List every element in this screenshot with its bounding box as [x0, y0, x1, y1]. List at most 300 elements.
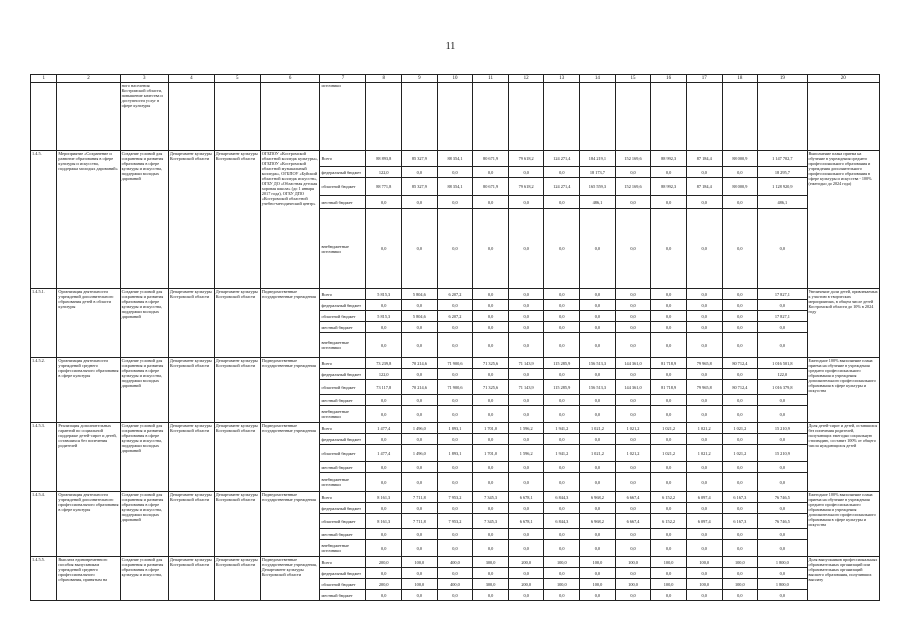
funding-source: внебюджетные источники: [320, 473, 366, 492]
amount-cell: 0,0: [580, 473, 616, 492]
amount-cell: 100,0: [402, 557, 438, 568]
amount-cell: 144 361,0: [615, 358, 651, 369]
amount-cell: 7 953,2: [437, 492, 473, 503]
amount-cell: 0,0: [402, 209, 438, 289]
amount-cell: 6 678,1: [508, 492, 544, 503]
coordinator: Департамент культуры Костромской области: [214, 557, 260, 601]
amount-cell: 6 152,2: [651, 492, 687, 503]
amount-cell: 18 295,7: [758, 167, 807, 178]
amount-cell: 200,0: [366, 557, 402, 568]
amount-cell: 6 667,4: [615, 492, 651, 503]
amount-cell: 0,0: [402, 300, 438, 311]
amount-cell: 0,0: [686, 322, 722, 333]
funding-source: Всего: [320, 557, 366, 568]
amount-cell: 0,0: [651, 369, 687, 380]
state-customer: Департамент культуры Костромской области: [168, 289, 214, 358]
amount-cell: 0,0: [366, 540, 402, 557]
amount-cell: 0,0: [473, 406, 509, 423]
amount-cell: 152 169,6: [615, 178, 651, 196]
amount-cell: 100,0: [686, 557, 722, 568]
funding-source: федеральный бюджет: [320, 503, 366, 514]
amount-cell: 0,0: [580, 369, 616, 380]
table-row: [31, 423, 880, 434]
amount-cell: 0,0: [437, 167, 473, 178]
amount-cell: 6 844,3: [544, 514, 580, 529]
amount-cell: 0,0: [366, 333, 402, 358]
amount-cell: 6 097,4: [686, 514, 722, 529]
amount-cell: 0,0: [651, 540, 687, 557]
amount-cell: 0,0: [580, 395, 616, 406]
measure-name: Выплата единовременного пособия выпускникам учреждений среднего профессионального образования, принятым на: [57, 557, 120, 601]
measure-goal: Создание условий для сохранения и развития образования в сфере культуры и искусства, поддержки молодых дарований: [120, 492, 168, 557]
amount-cell: 0,0: [402, 473, 438, 492]
amount-cell: 0,0: [437, 406, 473, 423]
amount-cell: 0,0: [473, 311, 509, 322]
column-number: 16: [651, 75, 687, 83]
coordinator: Департамент культуры Костромской области: [214, 423, 260, 492]
amount-cell: 0,0: [758, 395, 807, 406]
amount-cell: 1 021,2: [686, 423, 722, 434]
expected-result: Ежегодное 100% выполнение плана приема на обучение в учреждения среднего профессионального образования и учреждения дополнительного профессионального образования в сфере культуры и искусства: [807, 358, 879, 423]
funding-source: федеральный бюджет: [320, 568, 366, 579]
amount-cell: 76 746,5: [758, 492, 807, 503]
amount-cell: 200,0: [366, 579, 402, 590]
expected-result: Увеличение доли детей, привлекаемых к участию в творческих мероприятиях, в общем числе детей Костромской области до 10% в 2024 году: [807, 289, 879, 358]
amount-cell: 0,0: [366, 473, 402, 492]
amount-cell: 0,0: [544, 568, 580, 579]
row-code: 1.4.5.5.: [31, 557, 57, 601]
amount-cell: 80 712,4: [722, 358, 758, 369]
amount-cell: 0,0: [758, 462, 807, 473]
amount-cell: 71 325,6: [473, 358, 509, 369]
amount-cell: 184 219,1: [580, 151, 616, 167]
amount-cell: 1 477,4: [366, 445, 402, 462]
amount-cell: 0,0: [580, 406, 616, 423]
amount-cell: 0,0: [473, 434, 509, 445]
amount-cell: 0,0: [402, 434, 438, 445]
funding-source: областной бюджет: [320, 380, 366, 395]
amount-cell: 1 893,1: [437, 423, 473, 434]
amount-cell: 0,0: [437, 503, 473, 514]
amount-cell: 0,0: [722, 406, 758, 423]
amount-cell: 1 596,2: [508, 423, 544, 434]
amount-cell: 15 210,9: [758, 445, 807, 462]
empty-cell: [402, 83, 438, 151]
amount-cell: 0,0: [508, 473, 544, 492]
amount-cell: 0,0: [437, 473, 473, 492]
row-code: 1.4.5.: [31, 151, 57, 289]
amount-cell: 0,0: [544, 540, 580, 557]
amount-cell: 1 701,0: [473, 423, 509, 434]
funding-source: федеральный бюджет: [320, 300, 366, 311]
amount-cell: 0,0: [366, 406, 402, 423]
amount-cell: 0,0: [651, 395, 687, 406]
amount-cell: 71 143,9: [508, 358, 544, 369]
coordinator: Департамент культуры Костромской области: [214, 289, 260, 358]
amount-cell: 0,0: [366, 568, 402, 579]
amount-cell: 0,0: [615, 540, 651, 557]
amount-cell: 1 016 379,8: [758, 380, 807, 395]
amount-cell: 0,0: [508, 395, 544, 406]
amount-cell: 152 169,6: [615, 151, 651, 167]
funding-source: местный бюджет: [320, 395, 366, 406]
amount-cell: 0,0: [544, 196, 580, 209]
amount-cell: 0,0: [437, 209, 473, 289]
amount-cell: 0,0: [473, 395, 509, 406]
amount-cell: 7 711,8: [402, 492, 438, 503]
funding-source: внебюджетные источники: [320, 333, 366, 358]
amount-cell: 0,0: [615, 333, 651, 358]
amount-cell: 0,0: [580, 289, 616, 300]
executor: Подведомственные государственные учреждения, Департамент культуры Костромской области: [260, 557, 320, 601]
amount-cell: 0,0: [651, 434, 687, 445]
empty-cell: [615, 83, 651, 151]
coordinator: Департамент культуры Костромской области: [214, 151, 260, 289]
amount-cell: 0,0: [722, 473, 758, 492]
amount-cell: 7 345,3: [473, 492, 509, 503]
column-number: 14: [580, 75, 616, 83]
column-number: 8: [366, 75, 402, 83]
empty-cell: [57, 83, 120, 151]
amount-cell: 0,0: [651, 462, 687, 473]
column-number: 12: [508, 75, 544, 83]
amount-cell: 6 678,1: [508, 514, 544, 529]
amount-cell: 100,0: [544, 579, 580, 590]
amount-cell: 1 021,2: [722, 445, 758, 462]
executor: Подведомственные государственные учреждения: [260, 423, 320, 492]
amount-cell: 0,0: [437, 434, 473, 445]
amount-cell: 0,0: [544, 462, 580, 473]
amount-cell: 0,0: [722, 590, 758, 601]
amount-cell: 0,0: [473, 540, 509, 557]
amount-cell: 0,0: [437, 196, 473, 209]
amount-cell: 0,0: [686, 568, 722, 579]
funding-source: местный бюджет: [320, 529, 366, 540]
executor: Подведомственные государственные учреждения: [260, 289, 320, 358]
amount-cell: 0,0: [615, 434, 651, 445]
amount-cell: 88 000,9: [722, 151, 758, 167]
amount-cell: 0,0: [544, 590, 580, 601]
funding-source: Всего: [320, 151, 366, 167]
amount-cell: 0,0: [473, 473, 509, 492]
funding-source: федеральный бюджет: [320, 369, 366, 380]
amount-cell: 73 117,8: [366, 380, 402, 395]
column-number: 10: [437, 75, 473, 83]
amount-cell: 0,0: [758, 322, 807, 333]
amount-cell: 1 021,2: [651, 423, 687, 434]
amount-cell: 0,0: [508, 322, 544, 333]
amount-cell: 0,0: [544, 311, 580, 322]
table-row: [31, 492, 880, 503]
amount-cell: 1 496,0: [402, 423, 438, 434]
amount-cell: 0,0: [508, 462, 544, 473]
amount-cell: 0,0: [544, 473, 580, 492]
amount-cell: 0,0: [580, 529, 616, 540]
amount-cell: 0,0: [473, 209, 509, 289]
amount-cell: 0,0: [473, 333, 509, 358]
amount-cell: 6 097,4: [686, 492, 722, 503]
empty-cell: [366, 83, 402, 151]
amount-cell: 0,0: [580, 568, 616, 579]
funding-source: внебюджетные источники: [320, 406, 366, 423]
amount-cell: 0,0: [686, 289, 722, 300]
empty-cell: [473, 83, 509, 151]
amount-cell: 0,0: [366, 462, 402, 473]
amount-cell: 0,0: [473, 369, 509, 380]
amount-cell: 0,0: [686, 473, 722, 492]
amount-cell: 0,0: [651, 568, 687, 579]
amount-cell: 0,0: [580, 434, 616, 445]
amount-cell: 0,0: [686, 529, 722, 540]
amount-cell: 0,0: [615, 462, 651, 473]
amount-cell: 0,0: [651, 322, 687, 333]
amount-cell: 0,0: [437, 568, 473, 579]
column-number: 3: [120, 75, 168, 83]
amount-cell: 124 271,4: [544, 151, 580, 167]
amount-cell: 0,0: [402, 540, 438, 557]
measure-goal: Создание условий для сохранения и развития образования в сфере культуры и искусства, поддержки молодых дарований: [120, 289, 168, 358]
amount-cell: 400,0: [437, 579, 473, 590]
amount-cell: 0,0: [437, 322, 473, 333]
amount-cell: 0,0: [722, 333, 758, 358]
expected-result: Ежегодное 100% выполнение плана приема на обучение в учреждения среднего профессионального образования и учреждения дополнительного профессионального образования в сфере культуры и искусства: [807, 492, 879, 557]
state-customer: Департамент культуры Костромской области: [168, 423, 214, 492]
column-number: 17: [686, 75, 722, 83]
amount-cell: 0,0: [686, 590, 722, 601]
amount-cell: 0,0: [473, 503, 509, 514]
amount-cell: 0,0: [473, 289, 509, 300]
amount-cell: 71 325,6: [473, 380, 509, 395]
amount-cell: 0,0: [758, 434, 807, 445]
amount-cell: 0,0: [366, 503, 402, 514]
amount-cell: 0,0: [651, 196, 687, 209]
amount-cell: 0,0: [473, 322, 509, 333]
amount-cell: 0,0: [722, 196, 758, 209]
amount-cell: 0,0: [508, 289, 544, 300]
amount-cell: 1 021,2: [722, 423, 758, 434]
amount-cell: 0,0: [758, 568, 807, 579]
amount-cell: 0,0: [366, 395, 402, 406]
amount-cell: 122,0: [366, 369, 402, 380]
amount-cell: 0,0: [544, 406, 580, 423]
amount-cell: 0,0: [758, 300, 807, 311]
amount-cell: 17 827,1: [758, 311, 807, 322]
amount-cell: 1 800,0: [758, 557, 807, 568]
amount-cell: 100,0: [651, 579, 687, 590]
amount-cell: 79 618,2: [508, 178, 544, 196]
column-number: 15: [615, 75, 651, 83]
amount-cell: 1 128 920,9: [758, 178, 807, 196]
measure-name: Организация деятельности учреждений дополнительного образования детей в области культуры: [57, 289, 120, 358]
funding-source: местный бюджет: [320, 462, 366, 473]
amount-cell: 0,0: [615, 529, 651, 540]
amount-cell: 0,0: [651, 406, 687, 423]
amount-cell: 0,0: [437, 369, 473, 380]
amount-cell: 0,0: [580, 540, 616, 557]
amount-cell: 0,0: [437, 333, 473, 358]
amount-cell: 0,0: [402, 333, 438, 358]
amount-cell: 0,0: [722, 395, 758, 406]
amount-cell: 0,0: [686, 406, 722, 423]
amount-cell: 0,0: [758, 473, 807, 492]
amount-cell: 0,0: [473, 568, 509, 579]
column-number: 6: [260, 75, 320, 83]
amount-cell: 0,0: [544, 322, 580, 333]
amount-cell: 1 021,2: [651, 445, 687, 462]
amount-cell: 0,0: [544, 503, 580, 514]
empty-cell: [544, 83, 580, 151]
table-body: [31, 75, 880, 601]
amount-cell: 0,0: [686, 333, 722, 358]
amount-cell: 0,0: [686, 540, 722, 557]
amount-cell: 0,0: [508, 568, 544, 579]
amount-cell: 486,1: [580, 196, 616, 209]
funding-source: областной бюджет: [320, 579, 366, 590]
amount-cell: 1 021,2: [686, 445, 722, 462]
funding-source: Всего: [320, 423, 366, 434]
amount-cell: 0,0: [402, 590, 438, 601]
amount-cell: 0,0: [580, 333, 616, 358]
measure-goal: Создание условий для сохранения и развития образования в сфере культуры и искусства, поддержки молодых дарований: [120, 151, 168, 289]
amount-cell: 0,0: [366, 322, 402, 333]
amount-cell: 0,0: [758, 333, 807, 358]
amount-cell: 5 815,3: [366, 289, 402, 300]
amount-cell: 79 965,8: [686, 380, 722, 395]
amount-cell: 18 173,7: [580, 167, 616, 178]
amount-cell: 88 354,1: [437, 178, 473, 196]
amount-cell: 80 671,9: [473, 178, 509, 196]
amount-cell: 0,0: [544, 300, 580, 311]
amount-cell: 0,0: [615, 196, 651, 209]
header-row: [31, 75, 880, 83]
amount-cell: 15 210,9: [758, 423, 807, 434]
amount-cell: 0,0: [651, 209, 687, 289]
measure-name: Мероприятие «Сохранение и развитие образования в сфере культуры и искусства, поддержка молодых дарований»: [57, 151, 120, 289]
amount-cell: 0,0: [758, 590, 807, 601]
amount-cell: 6 968,2: [580, 514, 616, 529]
column-number: 19: [758, 75, 807, 83]
amount-cell: 0,0: [758, 503, 807, 514]
amount-cell: 6 667,4: [615, 514, 651, 529]
amount-cell: 0,0: [402, 167, 438, 178]
amount-cell: 0,0: [615, 503, 651, 514]
funding-source: местный бюджет: [320, 322, 366, 333]
amount-cell: 7 953,2: [437, 514, 473, 529]
amount-cell: 85 327,9: [402, 151, 438, 167]
amount-cell: 0,0: [508, 540, 544, 557]
amount-cell: 300,0: [473, 579, 509, 590]
amount-cell: 6 207,2: [437, 289, 473, 300]
amount-cell: 0,0: [544, 333, 580, 358]
column-number: 11: [473, 75, 509, 83]
amount-cell: 0,0: [651, 167, 687, 178]
amount-cell: 0,0: [615, 406, 651, 423]
funding-source: областной бюджет: [320, 445, 366, 462]
amount-cell: 5 804,6: [402, 311, 438, 322]
amount-cell: 0,0: [508, 209, 544, 289]
amount-cell: 0,0: [722, 462, 758, 473]
amount-cell: 0,0: [722, 529, 758, 540]
empty-cell: [31, 83, 57, 151]
amount-cell: 100,0: [402, 579, 438, 590]
empty-cell: [214, 83, 260, 151]
amount-cell: 8 161,3: [366, 492, 402, 503]
amount-cell: 0,0: [758, 406, 807, 423]
funding-source: местный бюджет: [320, 590, 366, 601]
empty-cell: [168, 83, 214, 151]
amount-cell: 0,0: [651, 333, 687, 358]
measure-name: Организация деятельности учреждений среднего профессионального образования в сфере культуры: [57, 358, 120, 423]
empty-cell: [807, 83, 879, 151]
amount-cell: 0,0: [722, 322, 758, 333]
amount-cell: 0,0: [615, 167, 651, 178]
measure-goal: Создание условий для сохранения и развития образования в сфере культуры и искусства, поддержки молодых дарований: [120, 358, 168, 423]
amount-cell: 0,0: [686, 462, 722, 473]
amount-cell: 0,0: [402, 406, 438, 423]
amount-cell: 0,0: [580, 590, 616, 601]
amount-cell: 0,0: [722, 311, 758, 322]
amount-cell: 0,0: [722, 289, 758, 300]
amount-cell: 0,0: [402, 369, 438, 380]
amount-cell: 76 746,5: [758, 514, 807, 529]
amount-cell: 0,0: [580, 462, 616, 473]
funding-source: областной бюджет: [320, 311, 366, 322]
funding-source: федеральный бюджет: [320, 434, 366, 445]
coordinator: Департамент культуры Костромской области: [214, 358, 260, 423]
amount-cell: 71 900,6: [437, 358, 473, 369]
row-code: 1.4.5.2.: [31, 358, 57, 423]
amount-cell: 81 718,9: [651, 380, 687, 395]
amount-cell: 0,0: [508, 196, 544, 209]
amount-cell: 0,0: [508, 529, 544, 540]
amount-cell: 80 712,4: [722, 380, 758, 395]
amount-cell: 400,0: [437, 557, 473, 568]
amount-cell: 0,0: [544, 209, 580, 289]
amount-cell: 1 701,0: [473, 445, 509, 462]
empty-cell: [437, 83, 473, 151]
amount-cell: 1 596,2: [508, 445, 544, 462]
amount-cell: 0,0: [722, 209, 758, 289]
amount-cell: 0,0: [651, 503, 687, 514]
empty-cell: [508, 83, 544, 151]
amount-cell: 0,0: [402, 503, 438, 514]
amount-cell: 0,0: [686, 369, 722, 380]
amount-cell: 0,0: [544, 529, 580, 540]
amount-cell: 156 513,3: [580, 358, 616, 369]
amount-cell: 0,0: [722, 434, 758, 445]
amount-cell: 7 345,3: [473, 514, 509, 529]
amount-cell: 6 207,2: [437, 311, 473, 322]
amount-cell: 0,0: [758, 529, 807, 540]
amount-cell: 0,0: [402, 529, 438, 540]
amount-cell: 0,0: [615, 568, 651, 579]
amount-cell: 0,0: [437, 590, 473, 601]
amount-cell: 0,0: [437, 395, 473, 406]
column-number: 5: [214, 75, 260, 83]
row-code: 1.4.5.4.: [31, 492, 57, 557]
column-number: 18: [722, 75, 758, 83]
column-number: 13: [544, 75, 580, 83]
empty-cell: [260, 83, 320, 151]
amount-cell: 0,0: [366, 529, 402, 540]
amount-cell: 0,0: [402, 322, 438, 333]
state-customer: Департамент культуры Костромской области: [168, 358, 214, 423]
amount-cell: 0,0: [580, 503, 616, 514]
expected-result: Доля выпускников профессиональных образовательных организаций или образовательных организаций высшего образования, получивших выплату: [807, 557, 879, 601]
column-number: 2: [57, 75, 120, 83]
amount-cell: 156 513,3: [580, 380, 616, 395]
amount-cell: 0,0: [686, 395, 722, 406]
